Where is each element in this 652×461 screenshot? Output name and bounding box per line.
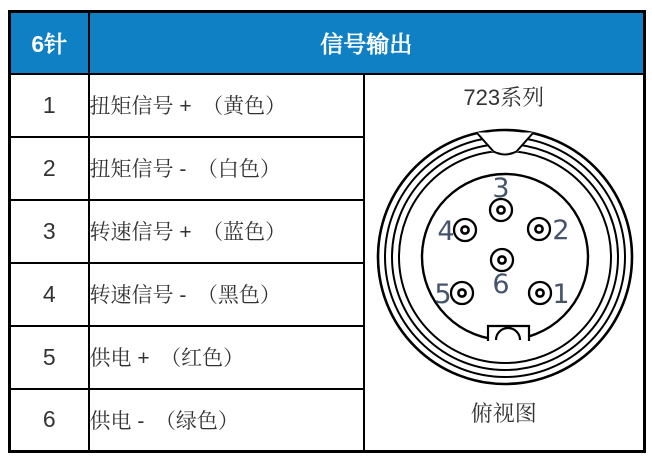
pin-5-label: 5 bbox=[434, 278, 452, 310]
pin-4-marker bbox=[454, 219, 476, 241]
signal-cell: 供电 + （红色） bbox=[89, 326, 364, 389]
pin-1-label: 1 bbox=[552, 278, 570, 310]
pinout-table bbox=[8, 10, 646, 453]
series-label: 723系列 bbox=[463, 84, 545, 110]
pin-1-marker bbox=[529, 282, 551, 304]
pin-count-header: 6针 bbox=[10, 12, 89, 74]
pin-3-label: 3 bbox=[492, 172, 510, 204]
bottom-keyway bbox=[488, 324, 529, 342]
pin-6-label: 6 bbox=[492, 268, 510, 300]
table-row bbox=[10, 74, 645, 137]
pin-5-marker bbox=[451, 282, 473, 304]
header-row bbox=[10, 12, 645, 74]
signal-cell: 转速信号 - （黑色） bbox=[89, 263, 364, 326]
signal-output-header: 信号输出 bbox=[89, 12, 645, 74]
connector-diagram-cell bbox=[364, 74, 645, 452]
signal-cell: 供电 - （绿色） bbox=[89, 389, 364, 452]
pin-number-cell: 4 bbox=[10, 263, 89, 326]
pin-number-cell: 6 bbox=[10, 389, 89, 452]
view-label: 俯视图 bbox=[470, 400, 537, 426]
signal-cell: 扭矩信号 + （黄色） bbox=[89, 74, 364, 137]
signal-cell: 转速信号 + （蓝色） bbox=[89, 200, 364, 263]
pin-4-label: 4 bbox=[437, 215, 455, 247]
pin-number-cell: 3 bbox=[10, 200, 89, 263]
pin-number-cell: 2 bbox=[10, 137, 89, 200]
pin-6-marker bbox=[491, 249, 513, 271]
signal-cell: 扭矩信号 - （白色） bbox=[89, 137, 364, 200]
connector-top-view-diagram bbox=[365, 119, 642, 387]
pin-number-cell: 5 bbox=[10, 326, 89, 389]
top-notch bbox=[477, 132, 533, 154]
pin-2-label: 2 bbox=[552, 214, 570, 246]
pin-number-cell: 1 bbox=[10, 74, 89, 137]
pin-2-marker bbox=[528, 218, 550, 240]
